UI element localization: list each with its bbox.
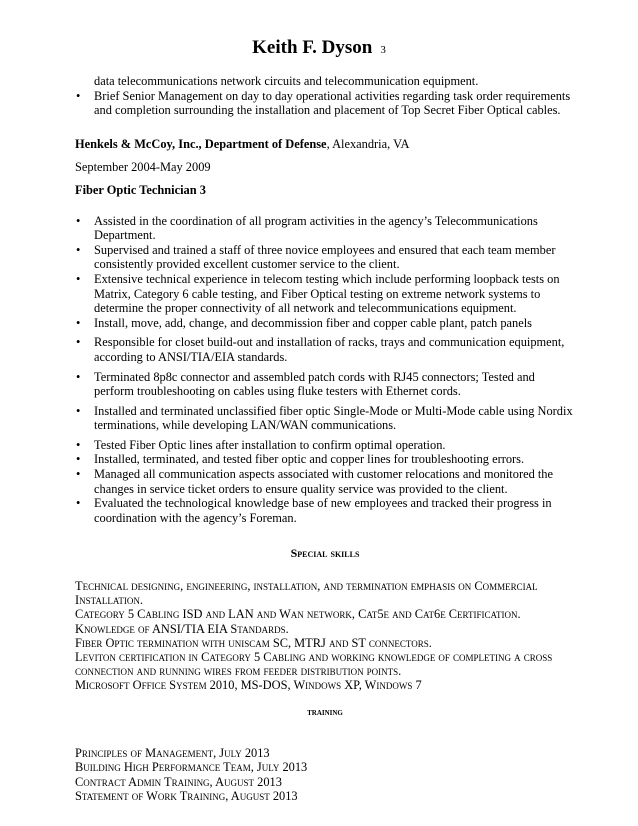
skill-line: Microsoft Office System 2010, MS-DOS, Windows XP, Windows 7 — [75, 678, 422, 693]
bullet-text: Evaluated the technological knowledge base of new employees and tracked their progress in coordination with the agency’s Foreman. — [94, 496, 552, 525]
employer-location: , Alexandria, VA — [326, 136, 410, 151]
bullet-text: Assisted in the coordination of all program activities in the agency’s Telecommunications Department. — [94, 213, 538, 243]
bullet-text: Installed, terminated, and tested fiber optic and copper lines for troubleshooting errors. — [94, 452, 525, 467]
bullet-icon: • — [76, 242, 81, 257]
list-item — [75, 370, 575, 399]
bullet-icon: • — [76, 271, 81, 286]
training-line: Principles of Management, July 2013 — [75, 746, 270, 761]
list-item — [75, 89, 575, 118]
skill-line: Leviton certification in Category 5 Cabling and working knowledge of completing a cross connection and running wires from feeder distribution points. — [75, 650, 553, 679]
training-line: Contract Admin Training, August 2013 — [75, 774, 282, 789]
candidate-name: Keith F. Dyson — [252, 37, 373, 58]
bullet-icon: • — [76, 213, 81, 228]
page-header — [0, 37, 638, 59]
bullet-icon: • — [76, 369, 81, 384]
bullet-text: Brief Senior Management on day to day operational activities regarding task order requirements and completion surrounding the installation and placement of Top Secret Fiber Optical cables. — [94, 88, 571, 118]
special-skills-list — [75, 579, 575, 693]
continued-bullet-list — [75, 89, 575, 118]
bullet-icon: • — [76, 335, 81, 350]
page-number: 3 — [380, 44, 386, 56]
bullet-text: Tested Fiber Optic lines after installation to confirm optimal operation. — [94, 437, 446, 452]
list-item — [75, 335, 575, 364]
skill-line: Knowledge of ANSI/TIA EIA Standards. — [75, 621, 289, 636]
bullet-icon: • — [76, 88, 81, 103]
bullet-text: Managed all communication aspects associated with customer relocations and monitored the changes in service ticket orders to ensure quality service was provided to the client. — [94, 467, 554, 496]
resume-content — [75, 74, 575, 803]
training-list — [75, 746, 575, 803]
job-employer-line — [75, 137, 575, 152]
job-title: Fiber Optic Technician 3 — [75, 182, 206, 197]
training-heading: training — [307, 706, 343, 718]
special-skills-heading: Special skills — [290, 546, 360, 561]
bullet-text: Terminated 8p8c connector and assembled patch cords with RJ45 connectors; Tested and perform troubleshooting on cables using fluke testers with Ethernet cords. — [94, 369, 535, 399]
job-dates: September 2004-May 2009 — [75, 160, 211, 175]
training-line: Statement of Work Training, August 2013 — [75, 788, 298, 803]
list-item — [75, 404, 575, 433]
skill-line: Technical designing, engineering, installation, and termination emphasis on Commercial Installation. — [75, 579, 538, 608]
bullet-text: Extensive technical experience in telecom testing which include performing loopback tests on Matrix, Category 6 cable testing, and Fiber Optical testing on extreme network systems to determine the proper connectivity of all network and telecommunications equipment. — [94, 271, 560, 316]
bullet-text: Supervised and trained a staff of three novice employees and ensured that each team member consistently provided excellent customer service to the client. — [94, 242, 556, 272]
training-line: Building High Performance Team, July 2013 — [75, 760, 308, 775]
skill-line: Fiber Optic termination with uniscam SC, MTRJ and ST connectors. — [75, 635, 432, 650]
bullet-icon: • — [76, 437, 81, 452]
job-bullet-list — [75, 214, 575, 526]
list-item — [75, 316, 575, 331]
list-item — [75, 272, 575, 316]
continued-text: data telecommunications network circuits and telecommunication equipment. — [94, 74, 479, 88]
list-item — [75, 496, 575, 525]
bullet-icon: • — [76, 452, 81, 467]
list-item — [75, 467, 575, 496]
bullet-icon: • — [76, 496, 81, 511]
list-item — [75, 243, 575, 272]
bullet-text: Install, move, add, change, and decommission fiber and copper cable plant, patch panels — [94, 315, 532, 330]
bullet-icon: • — [76, 315, 81, 330]
bullet-icon: • — [76, 467, 81, 482]
list-item — [75, 452, 575, 467]
skill-line: Category 5 Cabling ISD and LAN and Wan network, Cat5e and Cat6e Certification. — [75, 607, 521, 622]
bullet-icon: • — [76, 403, 81, 418]
employer-name: Henkels & McCoy, Inc., Department of Defense — [75, 136, 327, 151]
list-item — [75, 214, 575, 243]
list-item — [75, 438, 575, 453]
bullet-text: Responsible for closet build-out and installation of racks, trays and communication equipment, according to ANSI/TIA/EIA standards. — [94, 335, 565, 364]
bullet-text: Installed and terminated unclassified fiber optic Single-Mode or Multi-Mode cable using Nordix terminations, while developing LAN/WAN communications. — [94, 403, 573, 433]
